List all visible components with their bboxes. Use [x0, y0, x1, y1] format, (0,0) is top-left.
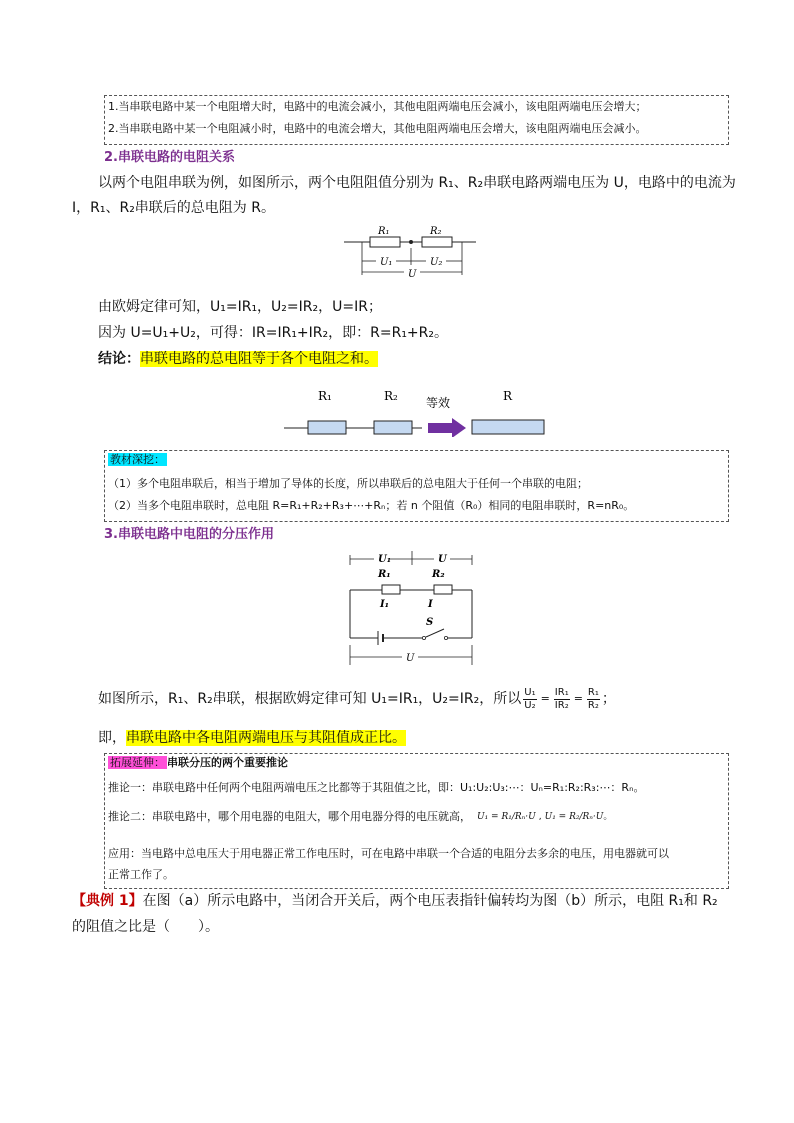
frac-r: [587, 687, 600, 712]
label-u2: U₂: [430, 257, 443, 268]
textbook-tag: 教材深挖：: [110, 453, 165, 466]
inference-2-wrap: 推论二：串联电路中，哪个用电器的电阻大，哪个用电器分得的电压就高， U₁ = R₁/Rₙ·U , U₁ = R₂/Rₙ·U 。: [108, 804, 612, 830]
example-line-1: [72, 888, 718, 914]
ji-text: 串联电路中各电阻两端电压与其阻值成正比。: [126, 730, 406, 746]
circuit-label-bottom-u: U: [406, 653, 415, 664]
circuit-resistor-r2: [434, 585, 452, 594]
equiv-resistor-r2: [374, 421, 412, 434]
inference-2-formula-1: U₁ = R₁/Rₙ·U: [477, 812, 536, 822]
frac-u-den: U₂: [524, 699, 536, 711]
intro-line-1: 以两个电阻串联为例，如图所示，两个电阻阻值分别为 R₁、R₂串联电路两端电压为 U，电路中的电流为: [98, 175, 736, 191]
frac-u: [523, 687, 536, 712]
switch-lever: [426, 629, 444, 637]
conclusion-line: [98, 346, 378, 372]
application-line-2: 正常工作了。: [108, 868, 174, 881]
equiv-resistor-r: [472, 420, 544, 434]
ohm-law-line: 由欧姆定律可知，U₁=IR₁，U₂=IR₂，U=IR；: [98, 299, 382, 315]
circuit-label-r2: R₂: [432, 569, 445, 580]
example-line-2: 的阻值之比是（ ）。: [72, 919, 219, 935]
summary-line-2: 2.当串联电路中某一个电阻减小时，电路中的电流会增大，其他电阻两端电压会增大，该电阻两端电压会减小。: [108, 122, 647, 135]
inference-2: 推论二：串联电路中，哪个用电器的电阻大，哪个用电器分得的电压就高，: [108, 810, 471, 823]
summary-box: [104, 95, 729, 145]
proportional-line: [98, 725, 406, 751]
equivalent-diagram: [284, 385, 554, 437]
section-heading-divider: 3.串联电路中电阻的分压作用: [104, 527, 274, 542]
inference-1: 推论一：串联电路中任何两个电阻两端电压之比都等于其阻值之比，即：U₁:U₂:U₃:⋯：Uₙ=R₁:R₂:R₃:⋯：Rₙ。: [108, 781, 645, 794]
extension-title: 串联分压的两个重要推论: [167, 756, 288, 769]
equiv-label-r: R: [503, 389, 513, 403]
conclusion-label: 结论：: [98, 351, 140, 367]
because-line: 因为 U=U₁+U₂，可得：IR=IR₁+IR₂，即：R=R₁+R₂。: [98, 325, 448, 341]
circuit-label-i: I: [428, 599, 433, 610]
series-diagram: [340, 220, 480, 284]
circuit-label-s: S: [426, 617, 434, 628]
equivalent-arrow: [428, 418, 466, 437]
frac-r-num: R₁: [587, 686, 599, 698]
extension-header: [108, 750, 288, 776]
circuit-resistor-r1: [382, 585, 400, 594]
circuit-label-r1: R₁: [378, 569, 391, 580]
label-u: U: [408, 269, 417, 280]
equiv-label-text: 等效: [426, 396, 451, 410]
circuit-label-u: U: [438, 554, 447, 565]
frac-u-num: U₁: [524, 686, 536, 698]
frac-ir-num: IR₁: [554, 686, 569, 698]
textbook-box: [104, 450, 729, 522]
divider-circuit: [340, 545, 480, 667]
application-line-1: 应用：当电路中总电压大于用电器正常工作电压时，可在电路中串联一个合适的电阻分去多余的电压，用电器就可以: [108, 847, 669, 860]
example-label: 【典例 1】: [72, 893, 143, 909]
textbook-line-2: （2）当多个电阻串联时，总电阻 R=R₁+R₂+R₃+⋯+Rₙ；若 n 个阻值（R₀）相同的电阻串联时，R=nR₀。: [108, 499, 635, 512]
inference-2-formula-2: U₁ = R₂/Rₙ·U: [544, 812, 604, 822]
circuit-label-i1: I₁: [380, 599, 390, 610]
label-r1: R₁: [378, 226, 390, 237]
frac-r-den: R₂: [587, 699, 599, 711]
resistor-r1: [370, 237, 400, 247]
ji-label: 即，: [98, 730, 126, 746]
extension-box: [104, 753, 729, 889]
equiv-label-r1: R₁: [318, 389, 332, 403]
textbook-line-1: （1）多个电阻串联后，相当于增加了导体的长度，所以串联后的总电阻大于任何一个串联的电阻；: [108, 477, 588, 490]
label-u1: U₁: [380, 257, 393, 268]
equiv-resistor-r1: [308, 421, 346, 434]
resistor-r2: [422, 237, 452, 247]
formula-end: ；: [601, 691, 616, 707]
textbook-tag-wrap: [108, 447, 167, 473]
frac-ir: [554, 687, 570, 712]
label-r2: R₂: [430, 226, 442, 237]
equiv-label-r2: R₂: [384, 389, 398, 403]
example-text-1: 在图（a）所示电路中，当闭合开关后，两个电压表指针偏转均为图（b）所示，电阻 R₁和 R₂: [142, 893, 718, 909]
section-heading-resistance: 2.串联电路的电阻关系: [104, 150, 235, 165]
conclusion-text: 串联电路的总电阻等于各个电阻之和。: [140, 351, 378, 367]
formula-prefix: 如图所示，R₁、R₂串联，根据欧姆定律可知 U₁=IR₁，U₂=IR₂，所以: [98, 691, 522, 707]
frac-ir-den: IR₂: [554, 699, 569, 711]
extension-tag: 拓展延伸：: [110, 756, 165, 769]
intro-line-2: I，R₁、R₂串联后的总电阻为 R。: [72, 200, 275, 216]
divider-formula-line: 如图所示，R₁、R₂串联，根据欧姆定律可知 U₁=IR₁，U₂=IR₂，所以 $\frac{\text{U₁}}{\text{U₂}}$ = $\frac{\text{IR₁}}{\text{IR₂}}$ = $\frac{\text{R₁}}{\text{R₂}}$ ；: [98, 686, 616, 711]
summary-line-1: 1.当串联电路中某一个电阻增大时，电路中的电流会减小，其他电阻两端电压会减小，该电阻两端电压会增大；: [108, 100, 647, 113]
circuit-label-u1: U₁: [378, 554, 392, 565]
